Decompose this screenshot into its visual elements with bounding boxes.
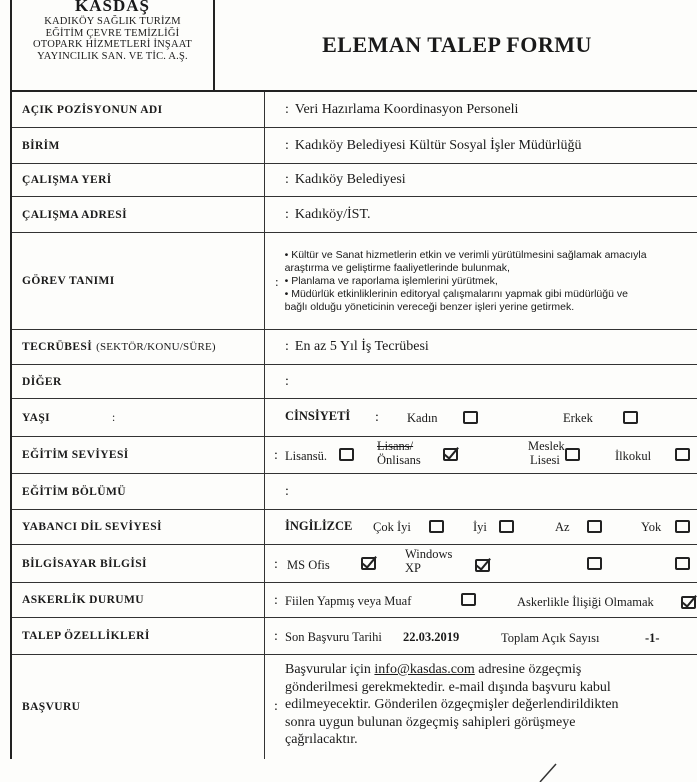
row-experience xyxy=(12,330,697,365)
row-work-address xyxy=(12,197,697,233)
education-option-label: Meslek xyxy=(528,439,565,453)
signature-mark xyxy=(530,760,590,782)
education-option-label: Önlisans xyxy=(377,453,421,467)
colon: : xyxy=(285,206,289,222)
education-option-label: Lisesi xyxy=(530,453,560,467)
checkbox-none[interactable] xyxy=(675,520,690,533)
checkbox-windows-xp[interactable] xyxy=(475,559,490,572)
job-description-list xyxy=(285,249,647,314)
colon: : xyxy=(274,699,278,714)
computer-option-label: Windows xyxy=(405,547,453,561)
colon: : xyxy=(274,448,278,463)
other-value[interactable] xyxy=(265,365,697,398)
company-block xyxy=(12,0,215,90)
language-name: İNGİLİZCE xyxy=(285,519,353,533)
colon: : xyxy=(274,629,278,644)
checkbox-good[interactable] xyxy=(499,520,514,533)
row-age-gender xyxy=(12,399,697,437)
checkbox-computer-blank[interactable] xyxy=(675,557,690,570)
checkbox-ms-office[interactable] xyxy=(361,557,376,570)
experience-label-sub: (SEKTÖR/KONU/SÜRE) xyxy=(96,341,216,353)
checkbox-no-obligation[interactable] xyxy=(681,596,696,609)
colon: : xyxy=(274,593,278,608)
experience-value[interactable] xyxy=(265,330,697,364)
company-line: KADIKÖY SAĞLIK TURİZM xyxy=(44,16,181,27)
work-address-label: ÇALIŞMA ADRESİ xyxy=(12,197,265,232)
row-position xyxy=(12,92,697,128)
row-foreign-language xyxy=(12,510,697,545)
computer-skills-label: BİLGİSAYAR BİLGİSİ xyxy=(12,545,265,582)
checkbox-primary[interactable] xyxy=(675,448,690,461)
colon: : xyxy=(375,410,379,425)
checkbox-male[interactable] xyxy=(623,411,638,424)
form-header xyxy=(10,0,697,92)
colon: : xyxy=(285,101,289,117)
position-value[interactable] xyxy=(265,92,697,127)
colon: : xyxy=(285,373,289,389)
colon: : xyxy=(285,483,289,499)
education-level-value xyxy=(265,437,697,473)
row-request-details xyxy=(12,618,697,655)
application-text xyxy=(285,661,619,749)
checkbox-bachelors[interactable] xyxy=(443,448,458,461)
company-line: YAYINCILIK SAN. VE TİC. A.Ş. xyxy=(37,50,188,62)
job-description-line: • Müdürlük etkinliklerinin editoryal çalışmalarını yapmak gibi müdürlüğü ve xyxy=(284,287,628,300)
request-details-value xyxy=(265,618,697,654)
computer-option-label: XP xyxy=(405,561,421,575)
checkbox-masters[interactable] xyxy=(339,448,354,461)
application-line: çağrılacaktır. xyxy=(285,732,358,747)
colon: : xyxy=(285,172,289,187)
application-line: gönderilmesi gerekmektedir. e-mail dışında başvuru kabul xyxy=(285,679,611,695)
application-value xyxy=(265,655,697,759)
row-education-department xyxy=(12,474,697,510)
job-description-label: GÖREV TANIMI xyxy=(12,233,265,329)
education-level-label: EĞİTİM SEVİYESİ xyxy=(12,437,265,473)
application-email-link[interactable]: info@kasdas.com xyxy=(374,662,475,677)
form-table xyxy=(10,92,697,759)
education-option-label: İlkokul xyxy=(615,449,652,463)
position-label: AÇIK POZİSYONUN ADI xyxy=(12,92,265,127)
language-option-label: Çok İyi xyxy=(373,520,411,534)
company-name: KASDAŞ xyxy=(75,0,150,15)
workplace-value[interactable] xyxy=(265,164,697,196)
gender-label: CİNSİYETİ xyxy=(285,409,351,423)
company-line: OTOPARK HİZMETLERİ İNŞAAT xyxy=(32,39,192,50)
row-application xyxy=(12,655,697,759)
application-line: sonra uygun bulunan özgeçmiş sahipleri görüşmeye xyxy=(285,714,576,730)
job-description-line: • Kültür ve Sanat hizmetlerin etkin ve verimli yürütülmesini sağlamak amacıyla xyxy=(284,248,647,261)
company-line: EĞİTİM ÇEVRE TEMİZLİĞİ xyxy=(45,27,180,39)
foreign-language-value xyxy=(265,510,697,544)
education-department-value[interactable] xyxy=(265,474,697,509)
age-label xyxy=(12,399,265,436)
work-address-text: Kadıköy/İST. xyxy=(294,206,371,222)
checkbox-female[interactable] xyxy=(463,411,478,424)
checkbox-computer-blank[interactable] xyxy=(587,557,602,570)
deadline-value: 22.03.2019 xyxy=(403,630,460,644)
job-description-line: araştırma ve geliştirme faaliyetlerinde bulunmak, xyxy=(284,261,510,274)
row-unit xyxy=(12,128,697,164)
colon: : xyxy=(285,339,289,354)
military-status-value xyxy=(265,583,697,617)
form-title: ELEMAN TALEP FORMU xyxy=(322,32,592,57)
unit-value[interactable] xyxy=(265,128,697,163)
application-intro: Başvurular için xyxy=(285,662,371,677)
row-computer-skills xyxy=(12,545,697,583)
job-description-value[interactable] xyxy=(265,233,697,329)
job-description-line: bağlı olduğu yöneticinin vereceği benzer işleri yerine getirmek. xyxy=(284,300,575,313)
row-military-status xyxy=(12,583,697,618)
row-other xyxy=(12,365,697,399)
experience-label-main: TECRÜBESİ xyxy=(22,341,93,353)
colon: : xyxy=(274,557,278,572)
application-line: edilmeyecektir. Gönderilen özgeçmişler değerlendirildikten xyxy=(285,697,619,712)
openings-value: -1- xyxy=(645,631,660,645)
workplace-text: Kadıköy Belediyesi xyxy=(294,172,406,187)
gender-option-label: Kadın xyxy=(407,411,438,425)
language-option-label: Yok xyxy=(641,520,662,534)
computer-option-label: MS Ofis xyxy=(287,558,330,572)
experience-text: En az 5 Yıl İş Tecrübesi xyxy=(294,339,429,354)
experience-label xyxy=(12,330,265,364)
gender-value xyxy=(265,399,697,436)
education-department-label: EĞİTİM BÖLÜMÜ xyxy=(12,474,265,509)
military-status-label: ASKERLİK DURUMU xyxy=(12,583,265,617)
checkbox-vocational[interactable] xyxy=(565,448,580,461)
deadline-label: Son Başvuru Tarihi xyxy=(285,630,382,644)
unit-label: BİRİM xyxy=(12,128,265,163)
work-address-value[interactable] xyxy=(265,197,697,232)
age-label-text: YAŞI xyxy=(22,411,51,424)
language-option-label: İyi xyxy=(473,520,487,534)
request-details-label: TALEP ÖZELLİKLERİ xyxy=(12,618,265,654)
row-workplace xyxy=(12,164,697,197)
education-option-label: Lisans/ xyxy=(377,439,414,453)
checkbox-exempt[interactable] xyxy=(461,593,476,606)
military-option-label: Fiilen Yapmış veya Muaf xyxy=(285,594,412,608)
computer-skills-value xyxy=(265,545,697,582)
row-education-level xyxy=(12,437,697,474)
checkbox-very-good[interactable] xyxy=(429,520,444,533)
language-option-label: Az xyxy=(555,520,570,534)
gender-option-label: Erkek xyxy=(563,411,593,425)
openings-label: Toplam Açık Sayısı xyxy=(501,631,600,645)
foreign-language-label: YABANCI DİL SEVİYESİ xyxy=(12,510,265,544)
position-text: Veri Hazırlama Koordinasyon Personeli xyxy=(294,101,519,117)
unit-text: Kadıköy Belediyesi Kültür Sosyal İşler Müdürlüğü xyxy=(294,137,582,153)
colon: : xyxy=(275,273,279,289)
application-line: adresine özgeçmiş xyxy=(478,662,582,677)
row-job-description xyxy=(12,233,697,330)
military-option-label: Askerlikle İlişiği Olmamak xyxy=(517,595,654,609)
other-label: DİĞER xyxy=(12,365,265,398)
workplace-label: ÇALIŞMA YERİ xyxy=(12,164,265,196)
colon: : xyxy=(112,411,116,424)
colon: : xyxy=(285,137,289,153)
application-label: BAŞVURU xyxy=(12,655,265,759)
checkbox-little[interactable] xyxy=(587,520,602,533)
job-description-line: • Planlama ve raporlama işlemlerini yürütmek, xyxy=(284,274,498,287)
education-option-label: Lisansü. xyxy=(285,449,328,463)
